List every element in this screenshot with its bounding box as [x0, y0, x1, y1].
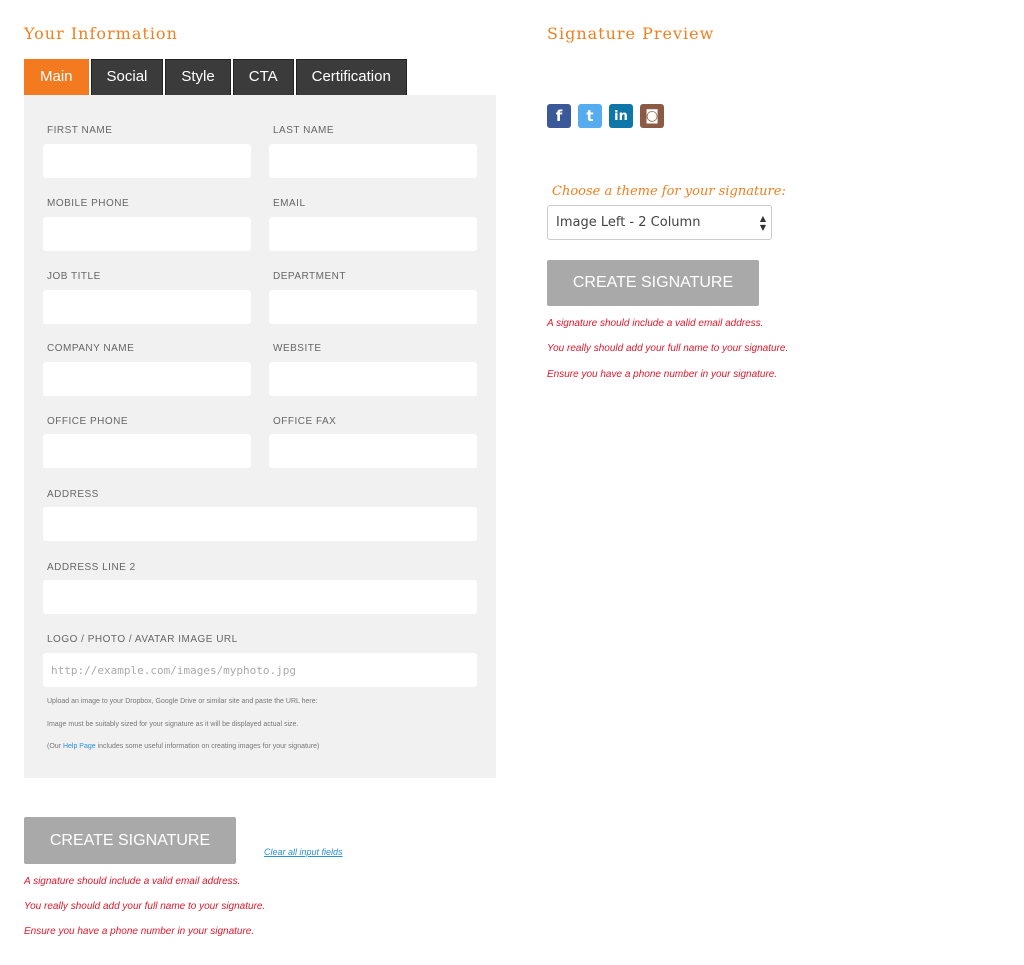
office-phone-label: OFFICE PHONE [47, 416, 129, 427]
theme-select-value: Image Left - 2 Column [556, 215, 701, 230]
tab-certification[interactable]: Certification [296, 59, 407, 95]
tab-style[interactable]: Style [165, 59, 230, 95]
help-note-prefix: (Our [47, 743, 63, 750]
clear-input-fields-link[interactable]: Clear all input fields [264, 847, 343, 857]
email-input[interactable] [269, 217, 477, 251]
last-name-label: LAST NAME [273, 125, 334, 136]
first-name-input[interactable] [43, 144, 251, 178]
instagram-icon: ◙ [640, 104, 664, 128]
office-fax-input[interactable] [269, 434, 477, 468]
create-signature-button[interactable]: CREATE SIGNATURE [24, 817, 236, 864]
help-page-link[interactable]: Help Page [62, 743, 96, 750]
tab-cta[interactable]: CTA [233, 59, 294, 95]
theme-select[interactable] [547, 205, 772, 240]
help-note [47, 743, 319, 750]
signature-preview-heading: Signature Preview [547, 24, 715, 43]
job-title-input[interactable] [43, 290, 251, 324]
error-email: A signature should include a valid email address. [24, 876, 241, 887]
logo-url-input[interactable] [43, 653, 477, 687]
help-note-suffix: includes some useful information on creating images for your signature) [95, 743, 320, 750]
address-line-2-input[interactable] [43, 580, 477, 614]
error-phone: Ensure you have a phone number in your signature. [24, 926, 255, 937]
logo-url-label: LOGO / PHOTO / AVATAR IMAGE URL [47, 634, 238, 645]
twitter-icon: t [578, 104, 602, 128]
preview-error-full-name: You really should add your full name to your signature. [547, 343, 789, 354]
form-panel [24, 95, 496, 778]
select-arrows-icon: ▲ ▼ [759, 214, 766, 232]
job-title-label: JOB TITLE [47, 271, 101, 282]
preview-error-phone: Ensure you have a phone number in your signature. [547, 369, 778, 380]
office-phone-input[interactable] [43, 434, 251, 468]
create-signature-button-preview[interactable]: CREATE SIGNATURE [547, 260, 759, 306]
facebook-icon: f [547, 104, 571, 128]
linkedin-icon: in [609, 104, 633, 128]
error-full-name: You really should add your full name to your signature. [24, 901, 266, 912]
tab-main[interactable]: Main [24, 59, 89, 95]
tab-bar [24, 59, 407, 95]
upload-note: Upload an image to your Dropbox, Google Drive or similar site and paste the URL here: [47, 698, 318, 705]
mobile-phone-input[interactable] [43, 217, 251, 251]
email-label: EMAIL [273, 198, 306, 209]
website-label: WEBSITE [273, 343, 322, 354]
tab-social[interactable]: Social [91, 59, 164, 95]
address-line-2-label: ADDRESS LINE 2 [47, 562, 136, 573]
company-name-input[interactable] [43, 362, 251, 396]
size-note: Image must be suitably sized for your signature as it will be displayed actual size. [47, 721, 299, 728]
last-name-input[interactable] [269, 144, 477, 178]
your-information-heading: Your Information [24, 24, 178, 43]
social-icons-preview [547, 104, 664, 128]
address-input[interactable] [43, 507, 477, 541]
mobile-phone-label: MOBILE PHONE [47, 198, 130, 209]
preview-error-email: A signature should include a valid email address. [547, 318, 764, 329]
department-input[interactable] [269, 290, 477, 324]
theme-label: Choose a theme for your signature: [552, 184, 786, 199]
company-name-label: COMPANY NAME [47, 343, 135, 354]
website-input[interactable] [269, 362, 477, 396]
office-fax-label: OFFICE FAX [273, 416, 337, 427]
address-label: ADDRESS [47, 489, 99, 500]
department-label: DEPARTMENT [273, 271, 346, 282]
first-name-label: FIRST NAME [47, 125, 113, 136]
